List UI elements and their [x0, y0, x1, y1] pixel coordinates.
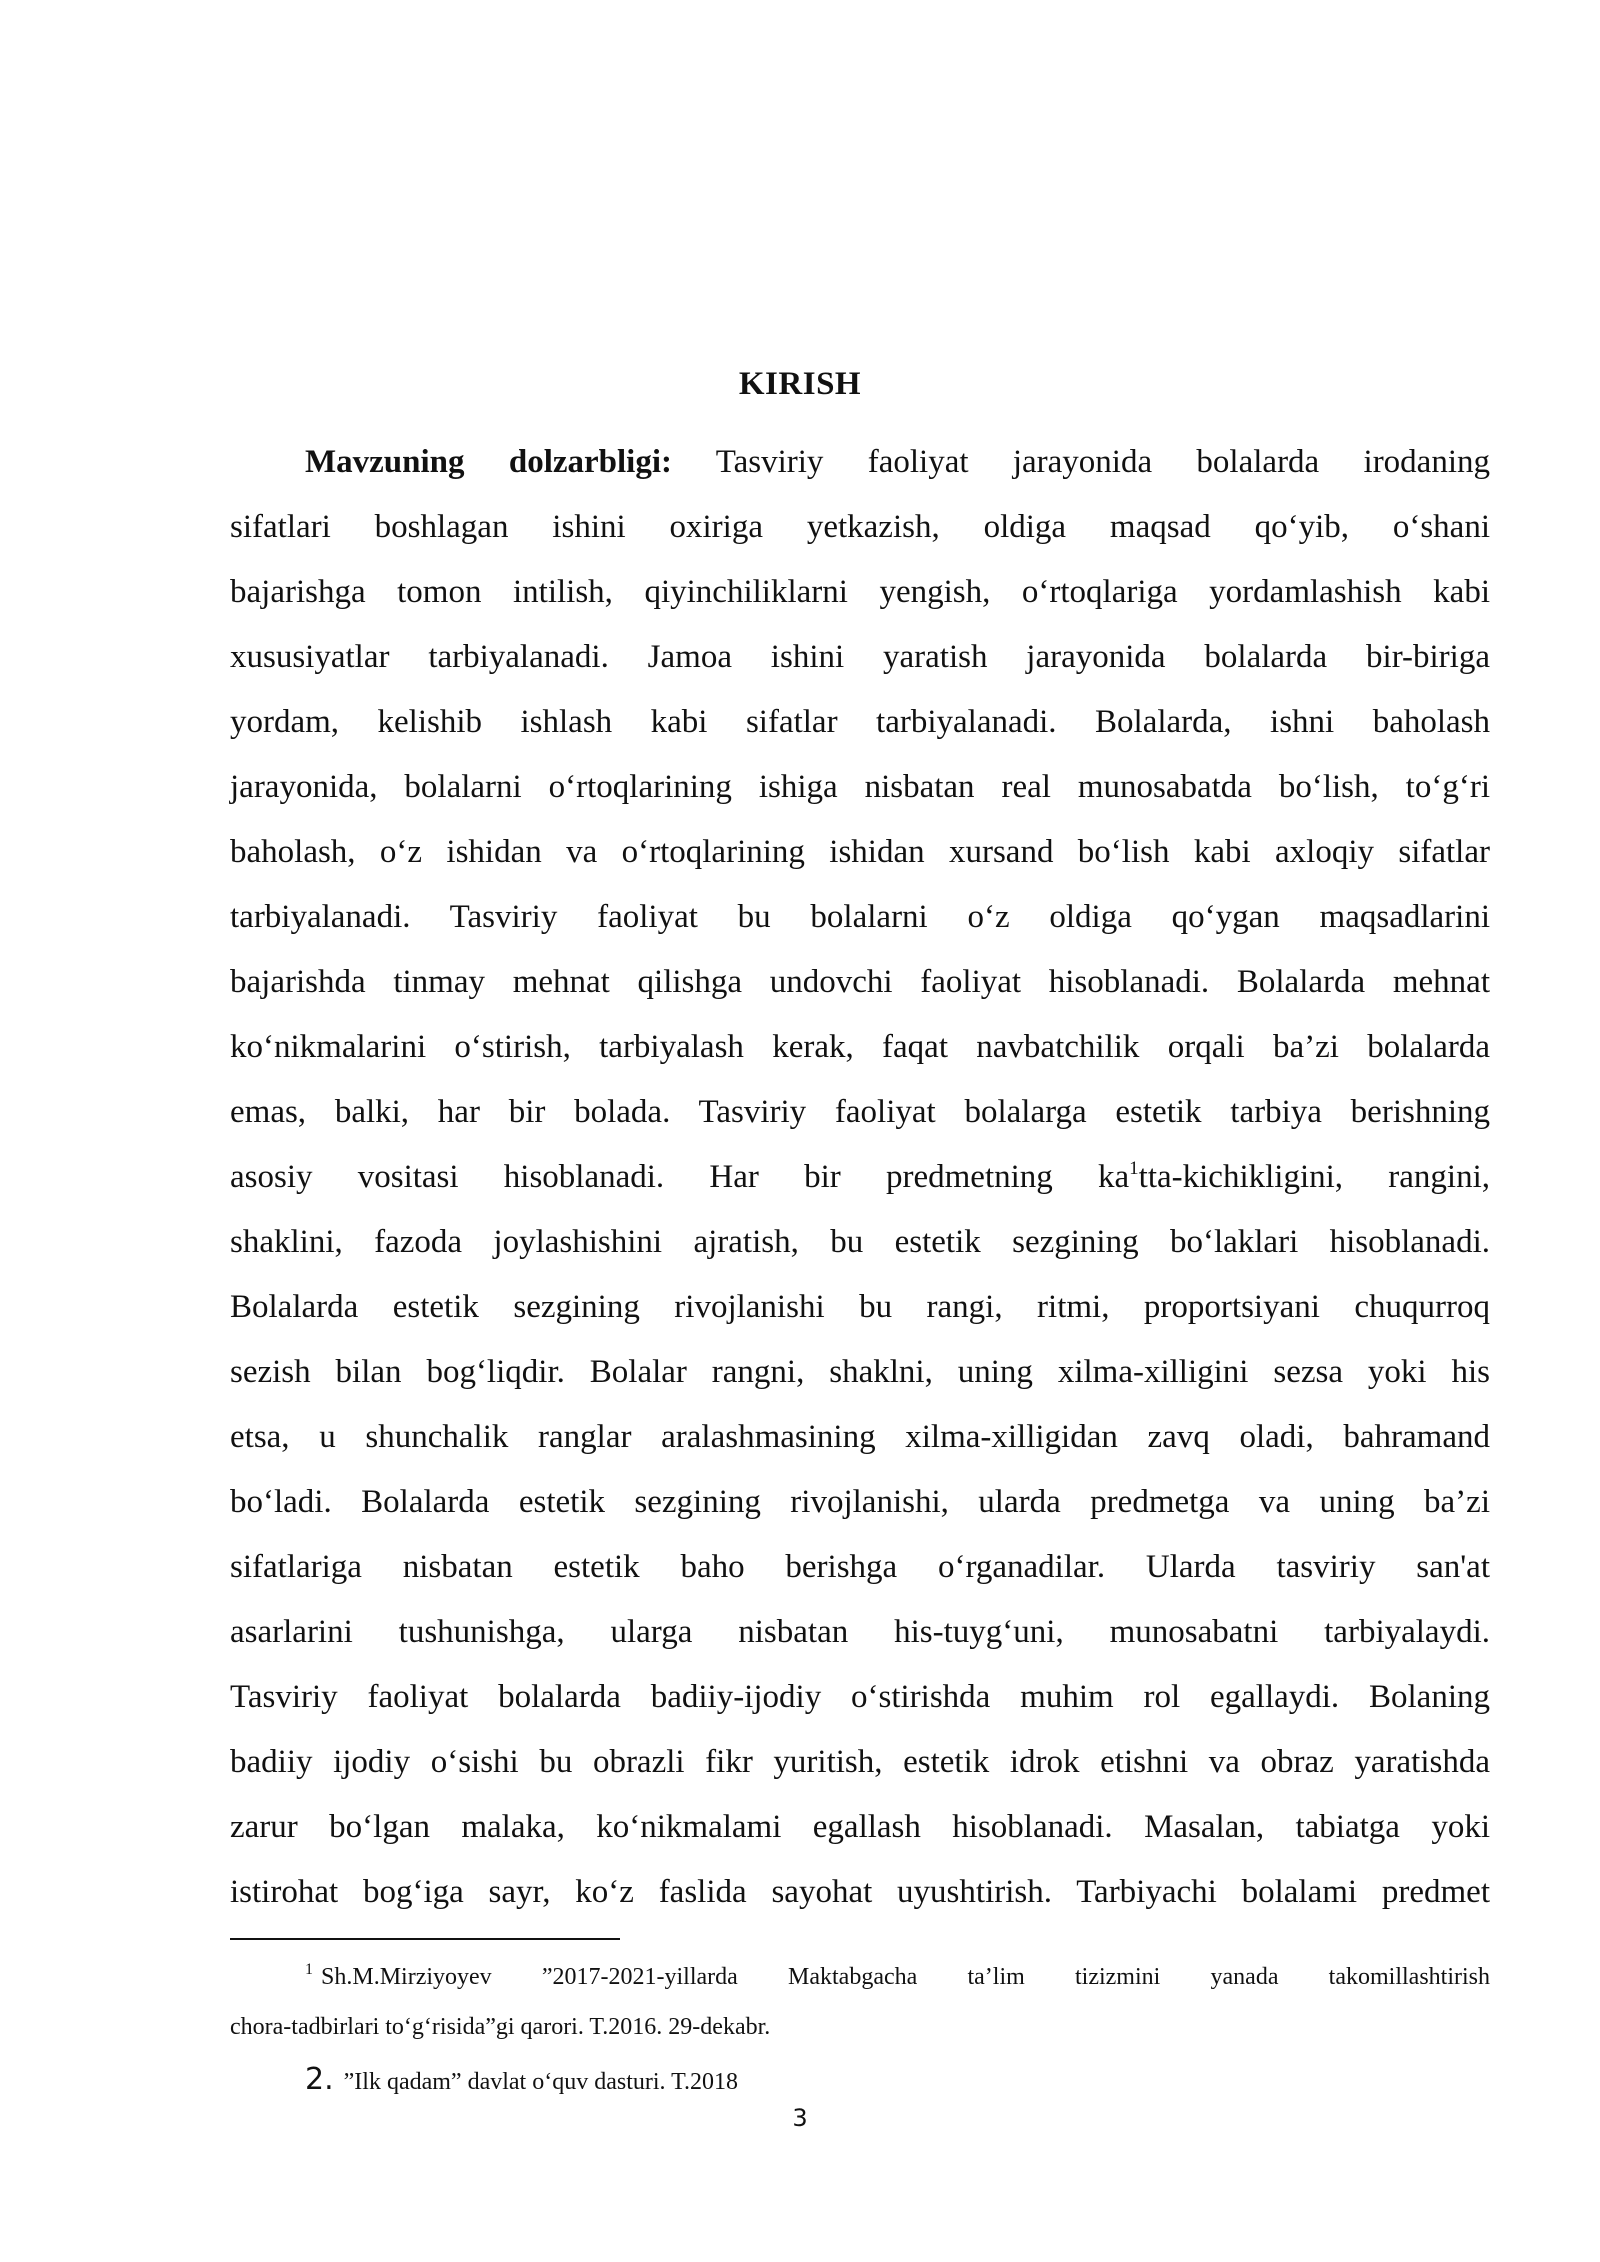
footnote-1	[230, 1952, 1490, 2052]
body-line: yordam, kelishib ishlash kabi sifatlar tarbiyalanadi. Bolalarda, ishni baholash	[230, 704, 1490, 740]
footnote-text: Sh.M.Mirziyoyev ”2017-2021-yillarda Maktabgacha ta’lim tizizmini yanada takomillashtirish	[321, 1964, 1490, 1990]
footnote-mark: 1	[305, 1961, 313, 1978]
body-line: emas, balki, har bir bolada. Tasviriy faoliyat bolalarga estetik tarbiya berishning	[230, 1094, 1490, 1130]
page-title: KIRISH	[738, 366, 862, 402]
body-line: etsa, u shunchalik ranglar aralashmasining xilma-xilligidan zavq oladi, bahramand	[230, 1419, 1490, 1455]
lead-phrase: Mavzuning dolzarbligi:	[305, 444, 673, 480]
body-line: jarayonida, bolalarni o‘rtoqlarining ishiga nisbatan real munosabatda bo‘lish, to‘g‘ri	[230, 769, 1490, 805]
body-line	[230, 1145, 1490, 1210]
body-line: xususiyatlar tarbiyalanadi. Jamoa ishini yaratish jarayonida bolalarda bir-biriga	[230, 639, 1490, 675]
body-line: Tasviriy faoliyat bolalarda badiiy-ijodiy o‘stirishda muhim rol egallaydi. Bolaning	[230, 1679, 1490, 1715]
footnote-2	[305, 2055, 738, 2107]
body-line-rest: Tasviriy faoliyat jarayonida bolalarda irodaning	[672, 444, 1490, 480]
body-line: bo‘ladi. Bolalarda estetik sezgining rivojlanishi, ularda predmetga va uning ba’zi	[230, 1484, 1490, 1520]
footnote-text: ”Ilk qadam” davlat o‘quv dasturi. T.2018	[343, 2069, 738, 2095]
body-line: zarur bo‘lgan malaka, ko‘nikmalami egallash hisoblanadi. Masalan, tabiatga yoki	[230, 1809, 1490, 1845]
body-line: tarbiyalanadi. Tasviriy faoliyat bu bolalarni o‘z oldiga qo‘ygan maqsadlarini	[230, 899, 1490, 935]
body-line: ko‘nikmalarini o‘stirish, tarbiyalash kerak, faqat navbatchilik orqali ba’zi bolalarda	[230, 1029, 1490, 1065]
body-line	[230, 430, 1490, 495]
page-number: 3	[792, 2104, 808, 2132]
body-line: bajarishga tomon intilish, qiyinchiliklarni yengish, o‘rtoqlariga yordamlashish kabi	[230, 574, 1490, 610]
body-line: shaklini, fazoda joylashishini ajratish, bu estetik sezgining bo‘laklari hisoblanadi.	[230, 1224, 1490, 1260]
body-line: badiiy ijodiy o‘sishi bu obrazli fikr yuritish, estetik idrok etishni va obraz yaratishda	[230, 1744, 1490, 1780]
body-line-part: asosiy vositasi hisoblanadi. Har bir predmetning ka	[230, 1159, 1130, 1195]
footnote-number: 2.	[305, 2062, 334, 2097]
body-line-part: tta-kichikligini, rangini,	[1138, 1159, 1490, 1195]
footnote-divider	[230, 1938, 620, 1940]
body-line: Bolalarda estetik sezgining rivojlanishi bu rangi, ritmi, proportsiyani chuqurroq	[230, 1289, 1490, 1325]
footnote-line	[230, 1952, 1490, 2002]
body-line: bajarishda tinmay mehnat qilishga undovchi faoliyat hisoblanadi. Bolalarda mehnat	[230, 964, 1490, 1000]
body-line: istirohat bog‘iga sayr, ko‘z faslida sayohat uyushtirish. Tarbiyachi bolalami predmet	[230, 1874, 1490, 1910]
body-line: baholash, o‘z ishidan va o‘rtoqlarining ishidan xursand bo‘lish kabi axloqiy sifatlar	[230, 834, 1490, 870]
body-line: sezish bilan bog‘liqdir. Bolalar rangni, shaklni, uning xilma-xilligini sezsa yoki his	[230, 1354, 1490, 1390]
footnote-line: chora-tadbirlari to‘g‘risida”gi qarori. T.2016. 29-dekabr.	[230, 2014, 771, 2040]
body-text	[230, 430, 1490, 1925]
body-line: asarlarini tushunishga, ularga nisbatan his-tuyg‘uni, munosabatni tarbiyalaydi.	[230, 1614, 1490, 1650]
footnote-reference[interactable]: 1	[1129, 1158, 1139, 1179]
body-line: sifatlariga nisbatan estetik baho berishga o‘rganadilar. Ularda tasviriy san'at	[230, 1549, 1490, 1585]
body-line: sifatlari boshlagan ishini oxiriga yetkazish, oldiga maqsad qo‘yib, o‘shani	[230, 509, 1490, 545]
